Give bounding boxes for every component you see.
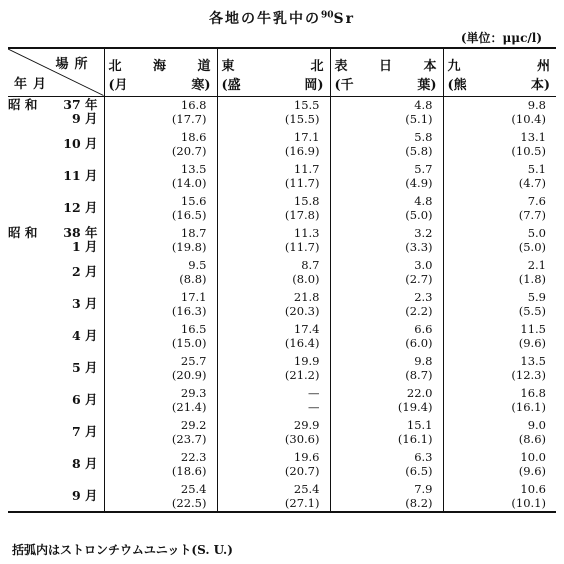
month-label: 7 月 (71, 424, 98, 439)
month-label: 11 月 (63, 168, 98, 183)
date-cell (8, 128, 104, 160)
strontium-unit-value: (15.5) (284, 112, 320, 127)
value-cell (330, 224, 443, 256)
month-label: 5 月 (71, 360, 98, 375)
value-cell (104, 352, 217, 384)
column-subname-part: (熊 (447, 78, 467, 93)
value-cell (330, 96, 443, 128)
month-label: 3 月 (71, 296, 98, 311)
date-cell (8, 416, 104, 448)
value-cell (330, 448, 443, 480)
era-year (8, 226, 104, 240)
sr90-value: 9.0 (527, 418, 546, 432)
table-row (8, 320, 556, 352)
sr90-value: 11.3 (293, 226, 320, 240)
era-name: 昭 和 (8, 97, 38, 113)
strontium-unit-value: (27.1) (284, 495, 320, 510)
sr90-value: 13.1 (520, 130, 546, 144)
sr90-value: 5.1 (527, 162, 546, 176)
sr90-value: 9.5 (188, 258, 207, 272)
month-label: 12 月 (63, 200, 98, 215)
strontium-unit-value: (20.7) (171, 144, 207, 158)
column-subname-part: 寒) (191, 78, 211, 93)
sr90-value: 16.5 (180, 322, 207, 336)
date-cell (8, 352, 104, 384)
strontium-unit-value: (15.0) (171, 336, 207, 350)
sr90-value: 10.0 (520, 450, 546, 464)
strontium-unit-value: (16.3) (171, 304, 207, 318)
sr90-value: 17.4 (293, 322, 320, 336)
value-cell (104, 224, 217, 256)
strontium-unit-value: (20.7) (284, 464, 320, 478)
column-subname-part: 葉) (417, 78, 437, 93)
sr90-value: 3.2 (414, 226, 433, 240)
value-cell (443, 256, 556, 288)
sr90-value: 5.0 (527, 226, 546, 240)
column-header-omote-nihon (330, 48, 443, 96)
value-cell (443, 160, 556, 192)
title-text: 各地の牛乳中の (208, 11, 321, 27)
sr90-value: 6.3 (414, 450, 433, 464)
table-row (8, 384, 556, 416)
strontium-unit-value: (8.8) (179, 272, 207, 286)
sr90-value: 29.3 (180, 386, 207, 400)
sr90-value: 16.8 (180, 98, 207, 113)
value-cell (104, 448, 217, 480)
column-name-char: 道 (197, 59, 211, 74)
strontium-unit-value: (16.1) (511, 400, 546, 414)
column-subname-part: (千 (334, 78, 354, 93)
value-cell (104, 384, 217, 416)
sr90-value: 25.4 (293, 481, 320, 496)
table-row (8, 256, 556, 288)
value-cell (217, 256, 330, 288)
value-cell (443, 480, 556, 512)
column-name-char: 北 (108, 59, 122, 74)
strontium-unit-value: (17.8) (284, 208, 320, 222)
era-year (8, 98, 104, 112)
strontium-unit-value: (23.7) (171, 432, 207, 446)
sr90-value: 11.7 (293, 162, 320, 176)
strontium-unit-value: (11.7) (284, 240, 320, 254)
value-cell (217, 128, 330, 160)
value-cell (330, 192, 443, 224)
sr90-value: 16.8 (520, 386, 546, 400)
value-cell (217, 224, 330, 256)
strontium-unit-value: (5.8) (405, 144, 433, 158)
value-cell (443, 192, 556, 224)
header-corner-cell (8, 48, 104, 96)
strontium-unit-value: (2.2) (405, 304, 433, 318)
date-cell (8, 96, 104, 128)
month-label: 4 月 (71, 328, 98, 343)
header-row (8, 48, 556, 96)
sr90-value: 25.4 (180, 481, 207, 496)
sr90-value: 4.8 (414, 194, 433, 208)
sr90-value: 13.5 (180, 162, 207, 176)
value-cell (330, 384, 443, 416)
value-cell (330, 256, 443, 288)
table-row (8, 160, 556, 192)
strontium-unit-value: (16.1) (397, 432, 433, 446)
value-cell (104, 256, 217, 288)
era-name: 昭 和 (8, 225, 38, 240)
sr90-value: 9.8 (527, 98, 546, 113)
sr90-value: 5.8 (414, 130, 433, 144)
column-name-char: 日 (378, 59, 392, 74)
value-cell (443, 224, 556, 256)
strontium-unit-value: (21.2) (284, 368, 320, 382)
value-cell (217, 288, 330, 320)
strontium-unit-value: (17.7) (171, 112, 207, 127)
value-cell (330, 416, 443, 448)
table-row (8, 416, 556, 448)
value-cell (217, 384, 330, 416)
value-cell (217, 352, 330, 384)
year-label: 38 年 (63, 225, 98, 240)
sr90-value: 29.9 (293, 418, 320, 432)
sr90-value: 21.8 (293, 290, 320, 304)
strontium-unit-value: (6.5) (405, 464, 433, 478)
value-cell (217, 448, 330, 480)
column-name-char: 州 (536, 59, 550, 74)
strontium-unit-value: (2.7) (405, 272, 433, 286)
table-row (8, 224, 556, 256)
table-row (8, 352, 556, 384)
table-row (8, 480, 556, 512)
sr90-value: 11.5 (520, 322, 546, 336)
month-label: 1 月 (71, 239, 98, 254)
strontium-unit-value: (1.8) (518, 272, 546, 286)
sr90-value: 10.6 (520, 481, 546, 496)
strontium-unit-value: (21.4) (171, 400, 207, 414)
sr90-value: 5.7 (414, 162, 433, 176)
value-cell (217, 192, 330, 224)
sr90-value: 18.6 (180, 130, 207, 144)
value-cell (443, 416, 556, 448)
column-name-char: 北 (310, 59, 324, 74)
sr90-value: 3.0 (414, 258, 433, 272)
sr90-value: 19.9 (293, 354, 320, 368)
sr90-value: 29.2 (180, 418, 207, 432)
strontium-unit-value: (6.0) (405, 336, 433, 350)
strontium-unit-value: (16.5) (171, 208, 207, 222)
value-cell (443, 128, 556, 160)
year-label: 37 年 (63, 97, 98, 113)
sr90-value: 5.9 (527, 290, 546, 304)
value-cell (104, 128, 217, 160)
sr90-value: 9.8 (414, 354, 433, 368)
strontium-unit-value: (4.9) (405, 176, 433, 190)
month-label: 8 月 (71, 456, 98, 471)
table-row (8, 192, 556, 224)
date-cell (8, 384, 104, 416)
strontium-unit-value: — (308, 400, 320, 414)
strontium-unit-value: (8.0) (292, 272, 320, 286)
column-header-tohoku (217, 48, 330, 96)
strontium-unit-value: (20.3) (284, 304, 320, 318)
value-cell (104, 160, 217, 192)
date-cell (8, 256, 104, 288)
value-cell (217, 96, 330, 128)
value-cell (330, 288, 443, 320)
sr90-value: 8.7 (301, 258, 320, 272)
footnote: 括弧内はストロンチウムユニット(S. U.) (12, 543, 233, 557)
column-header-hokkaido (104, 48, 217, 96)
value-cell (104, 320, 217, 352)
title-element: Sr (333, 11, 356, 27)
table-title (0, 8, 564, 28)
sr90-value: 18.7 (180, 226, 207, 240)
strontium-unit-value: (30.6) (284, 432, 320, 446)
strontium-unit-value: (9.6) (518, 336, 546, 350)
sr90-value: 7.6 (527, 194, 546, 208)
value-cell (330, 480, 443, 512)
date-cell (8, 288, 104, 320)
strontium-unit-value: (16.4) (284, 336, 320, 350)
sr90-value: 22.0 (406, 386, 433, 400)
strontium-unit-value: (4.7) (518, 176, 546, 190)
column-subname-part: 本) (530, 78, 550, 93)
strontium-unit-value: (10.5) (511, 144, 546, 158)
sr90-value: 2.1 (527, 258, 546, 272)
table-row (8, 128, 556, 160)
strontium-unit-value: (9.6) (518, 464, 546, 478)
sr90-value: 17.1 (180, 290, 207, 304)
value-cell (330, 128, 443, 160)
sr90-value: 6.6 (414, 322, 433, 336)
value-cell (104, 192, 217, 224)
strontium-unit-value: (7.7) (518, 208, 546, 222)
column-name-char: 九 (447, 59, 461, 74)
column-subname-part: (月 (108, 78, 128, 93)
value-cell (443, 96, 556, 128)
strontium-unit-value: (5.5) (518, 304, 546, 318)
value-cell (217, 480, 330, 512)
column-header-kyushu (443, 48, 556, 96)
strontium-unit-value: (19.8) (171, 240, 207, 254)
strontium-unit-value: (3.3) (405, 240, 433, 254)
unit-label: (単位：μμc/l) (460, 31, 542, 45)
value-cell (104, 416, 217, 448)
sr90-value: 4.8 (414, 98, 433, 113)
sr90-value: 25.7 (180, 354, 207, 368)
date-cell (8, 480, 104, 512)
value-cell (330, 160, 443, 192)
value-cell (104, 480, 217, 512)
strontium-unit-value: (18.6) (171, 464, 207, 478)
strontium-unit-value: (20.9) (171, 368, 207, 382)
date-cell (8, 224, 104, 256)
sr90-value: 15.6 (180, 194, 207, 208)
strontium-unit-value: (22.5) (171, 495, 207, 510)
value-cell (217, 320, 330, 352)
value-cell (443, 448, 556, 480)
column-name-char: 海 (152, 59, 166, 74)
strontium-unit-value: (5.0) (518, 240, 546, 254)
strontium-unit-value: (5.0) (405, 208, 433, 222)
value-cell (443, 384, 556, 416)
table-row (8, 288, 556, 320)
value-cell (104, 96, 217, 128)
date-cell (8, 448, 104, 480)
strontium-unit-value: (8.6) (518, 432, 546, 446)
sr90-value: 15.5 (293, 98, 320, 113)
strontium-unit-value: (19.4) (397, 400, 433, 414)
sr90-value: 19.6 (293, 450, 320, 464)
column-name-char: 本 (423, 59, 437, 74)
value-cell (330, 352, 443, 384)
value-cell (330, 320, 443, 352)
value-cell (443, 288, 556, 320)
corner-date-label: 年月 (14, 76, 53, 92)
table-row (8, 448, 556, 480)
table-row (8, 96, 556, 128)
month-label: 6 月 (71, 392, 98, 407)
strontium-unit-value: (5.1) (405, 112, 433, 127)
date-cell (8, 192, 104, 224)
strontium-unit-value: (11.7) (284, 176, 320, 190)
month-label: 2 月 (71, 264, 98, 279)
strontium-unit-value: (10.1) (511, 495, 546, 510)
column-name-char: 表 (334, 59, 348, 74)
title-isotope-mass: 90 (320, 10, 334, 21)
strontium-unit-value: (8.2) (405, 495, 433, 510)
column-subname-part: 岡) (304, 78, 324, 93)
strontium-unit-value: (16.9) (284, 144, 320, 158)
column-subname-part: (盛 (221, 78, 241, 93)
corner-place-label: 場所 (55, 57, 94, 72)
strontium-unit-value: (14.0) (171, 176, 207, 190)
sr90-value: 22.3 (180, 450, 207, 464)
sr90-value: 13.5 (520, 354, 546, 368)
sr90-value: 7.9 (414, 481, 433, 496)
value-cell (217, 160, 330, 192)
sr90-value: 15.8 (293, 194, 320, 208)
value-cell (104, 288, 217, 320)
strontium-unit-value: (12.3) (511, 368, 546, 382)
sr90-value: 17.1 (293, 130, 320, 144)
strontium-unit-value: (8.7) (405, 368, 433, 382)
strontium-unit-value: (10.4) (511, 112, 546, 127)
value-cell (217, 416, 330, 448)
date-cell (8, 320, 104, 352)
sr90-value: — (308, 386, 320, 400)
month-label: 9 月 (71, 111, 98, 127)
date-cell (8, 160, 104, 192)
value-cell (443, 320, 556, 352)
data-table (8, 47, 556, 513)
value-cell (443, 352, 556, 384)
column-name-char: 東 (221, 59, 235, 74)
sr90-value: 15.1 (406, 418, 433, 432)
sr90-value: 2.3 (414, 290, 433, 304)
month-label: 10 月 (63, 136, 98, 151)
month-label: 9 月 (71, 487, 98, 503)
